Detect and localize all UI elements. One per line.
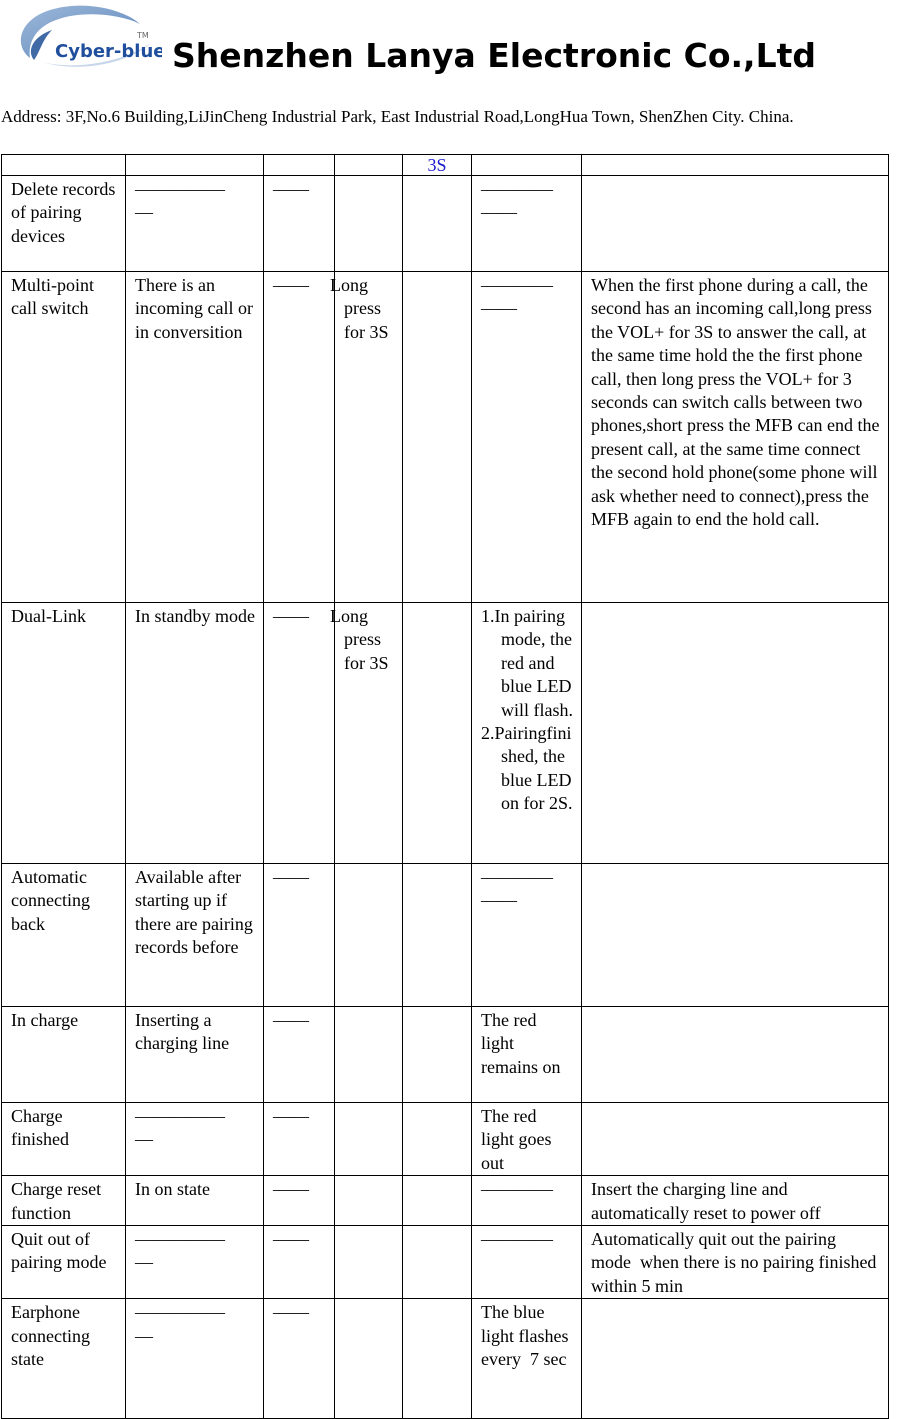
table-row — [2, 603, 889, 864]
time-cell — [403, 1007, 472, 1103]
press-duration-cell — [335, 1176, 403, 1226]
company-address: Address: 3F,No.6 Building,LiJinCheng Industrial Park, East Industrial Road,LongHua Town, ShenZhen City. China. — [1, 107, 794, 126]
table-row — [2, 1226, 889, 1299]
led-cell-text: ———— — [481, 1229, 553, 1250]
remark-cell — [582, 272, 889, 603]
remark-cell — [582, 1103, 889, 1176]
time-cell — [403, 1103, 472, 1176]
condition-cell-text: ————— — — [135, 1229, 225, 1273]
header-cell — [582, 155, 889, 176]
remark-cell-text: When the first phone during a call, the second has an incoming call,long press the VOL+ for 3S to answer the call, at the same time hold the the first phone call, then long press the VOL+ for 3 seconds can switch calls between two phones,short press the MFB can end the present call, at the same time connect the second hold phone(some phone will ask whether need to connect),press the MFB again to end the hold call. — [591, 275, 884, 530]
function-cell-text: Dual-Link — [11, 606, 86, 626]
condition-cell-text: In standby mode — [135, 606, 255, 626]
remark-cell — [582, 1176, 889, 1226]
function-cell-text: Quit out of pairing mode — [11, 1229, 107, 1273]
operation-cell — [264, 603, 335, 864]
header-cell — [335, 155, 403, 176]
led-steps-list — [481, 605, 573, 816]
time-cell — [403, 1176, 472, 1226]
led-step: 1.In pairing mode, the red and blue LED will flash. — [481, 606, 573, 720]
condition-cell — [126, 176, 264, 272]
operation-cell-text: —— — [273, 275, 309, 295]
condition-cell-text: ————— — — [135, 179, 225, 223]
company-name: Shenzhen Lanya Electronic Co.,Ltd — [172, 36, 817, 75]
led-cell-text: ———— —— — [481, 867, 553, 911]
table-row — [2, 176, 889, 272]
operation-cell-text: —— — [273, 1106, 309, 1126]
cyber-blue-logo-icon — [12, 2, 162, 70]
operation-cell-text: —— — [273, 867, 309, 887]
press-duration-cell-text: Long press for 3S — [330, 275, 389, 342]
header-cell — [2, 155, 126, 176]
press-duration-cell-text: Long press for 3S — [330, 606, 389, 673]
remark-cell — [582, 1007, 889, 1103]
led-cell-text: The blue light flashes every 7 sec — [481, 1302, 573, 1370]
function-cell-text: In charge — [11, 1010, 79, 1030]
operation-cell-text: —— — [273, 1302, 309, 1323]
operation-cell — [264, 176, 335, 272]
press-duration-cell — [335, 1299, 403, 1419]
operation-cell-text: —— — [273, 606, 309, 626]
led-cell — [472, 1103, 582, 1176]
function-cell-text: Multi-point call switch — [11, 275, 99, 319]
function-cell-text: Delete records of pairing devices — [11, 179, 120, 246]
operation-cell-text: —— — [273, 179, 309, 199]
remark-cell — [582, 1299, 889, 1419]
header-cell-duration: 3S — [403, 155, 472, 176]
function-cell-text: Automatic connecting back — [11, 867, 95, 934]
condition-cell — [126, 1007, 264, 1103]
time-cell — [403, 1299, 472, 1419]
function-cell — [2, 1226, 126, 1299]
function-cell-text: Charge finished — [11, 1106, 69, 1150]
function-cell — [2, 176, 126, 272]
function-cell — [2, 1103, 126, 1176]
condition-cell — [126, 1226, 264, 1299]
svg-text:Cyber-blue: Cyber-blue — [55, 41, 162, 62]
condition-cell — [126, 272, 264, 603]
press-duration-cell — [335, 1226, 403, 1299]
function-cell — [2, 272, 126, 603]
time-cell — [403, 864, 472, 1007]
table-row — [2, 1007, 889, 1103]
led-cell — [472, 1176, 582, 1226]
function-cell-text: Earphone connecting state — [11, 1302, 95, 1370]
operation-cell-text: —— — [273, 1010, 309, 1030]
operation-cell — [264, 1007, 335, 1103]
led-cell-text: ———— —— — [481, 179, 553, 223]
operation-cell-text: —— — [273, 1179, 309, 1200]
led-cell — [472, 603, 582, 864]
header-cell — [126, 155, 264, 176]
condition-cell-text: There is an incoming call or in conversition — [135, 275, 258, 342]
led-cell — [472, 864, 582, 1007]
company-logo — [12, 2, 162, 70]
function-cell-text: Charge reset function — [11, 1179, 106, 1223]
condition-cell — [126, 864, 264, 1007]
function-cell — [2, 1299, 126, 1419]
function-cell — [2, 1007, 126, 1103]
led-cell — [472, 1007, 582, 1103]
condition-cell-text: Inserting a charging line — [135, 1010, 230, 1054]
led-cell-text: The red light goes out — [481, 1106, 556, 1173]
press-duration-cell — [335, 1103, 403, 1176]
led-cell — [472, 1226, 582, 1299]
time-cell — [403, 1226, 472, 1299]
operation-cell — [264, 272, 335, 603]
condition-cell — [126, 1103, 264, 1176]
table-row — [2, 1176, 889, 1226]
led-cell — [472, 176, 582, 272]
led-cell-text: ———— —— — [481, 275, 553, 319]
led-cell — [472, 272, 582, 603]
remark-cell — [582, 864, 889, 1007]
svg-text:TM: TM — [137, 31, 149, 40]
condition-cell-text: In on state — [135, 1179, 210, 1200]
table-row — [2, 864, 889, 1007]
time-cell — [403, 176, 472, 272]
table-row — [2, 272, 889, 603]
time-cell — [403, 272, 472, 603]
header-cell — [472, 155, 582, 176]
function-cell — [2, 1176, 126, 1226]
table-header-row — [2, 155, 889, 176]
led-step: 2.Pairingfinished, the blue LED on for 2S. — [481, 723, 573, 814]
time-cell — [403, 603, 472, 864]
condition-cell-text: Available after starting up if there are pairing records before — [135, 867, 258, 958]
condition-cell-text: ————— — — [135, 1302, 225, 1346]
table-row — [2, 1103, 889, 1176]
press-duration-cell — [335, 864, 403, 1007]
press-duration-cell — [335, 176, 403, 272]
remark-cell — [582, 176, 889, 272]
condition-cell — [126, 1299, 264, 1419]
header-cell — [264, 155, 335, 176]
remark-cell-text: Insert the charging line and automatically reset to power off — [591, 1179, 821, 1223]
remark-cell — [582, 603, 889, 864]
led-cell-text: The red light remains on — [481, 1010, 561, 1077]
function-cell — [2, 864, 126, 1007]
function-table — [1, 154, 889, 1419]
press-duration-cell — [335, 1007, 403, 1103]
operation-cell — [264, 1226, 335, 1299]
operation-cell-text: —— — [273, 1229, 309, 1250]
remark-cell — [582, 1226, 889, 1299]
operation-cell — [264, 1299, 335, 1419]
condition-cell — [126, 603, 264, 864]
operation-cell — [264, 864, 335, 1007]
press-duration-cell — [330, 272, 403, 603]
condition-cell-text: ————— — — [135, 1106, 225, 1150]
operation-cell — [264, 1103, 335, 1176]
table-row — [2, 1299, 889, 1419]
remark-cell-text: Automatically quit out the pairing mode when there is no pairing finished within 5 min — [591, 1229, 881, 1296]
function-cell — [2, 603, 126, 864]
led-cell — [472, 1299, 582, 1419]
operation-cell — [264, 1176, 335, 1226]
press-duration-cell — [330, 603, 403, 864]
condition-cell — [126, 1176, 264, 1226]
led-cell-text: ———— — [481, 1179, 553, 1200]
